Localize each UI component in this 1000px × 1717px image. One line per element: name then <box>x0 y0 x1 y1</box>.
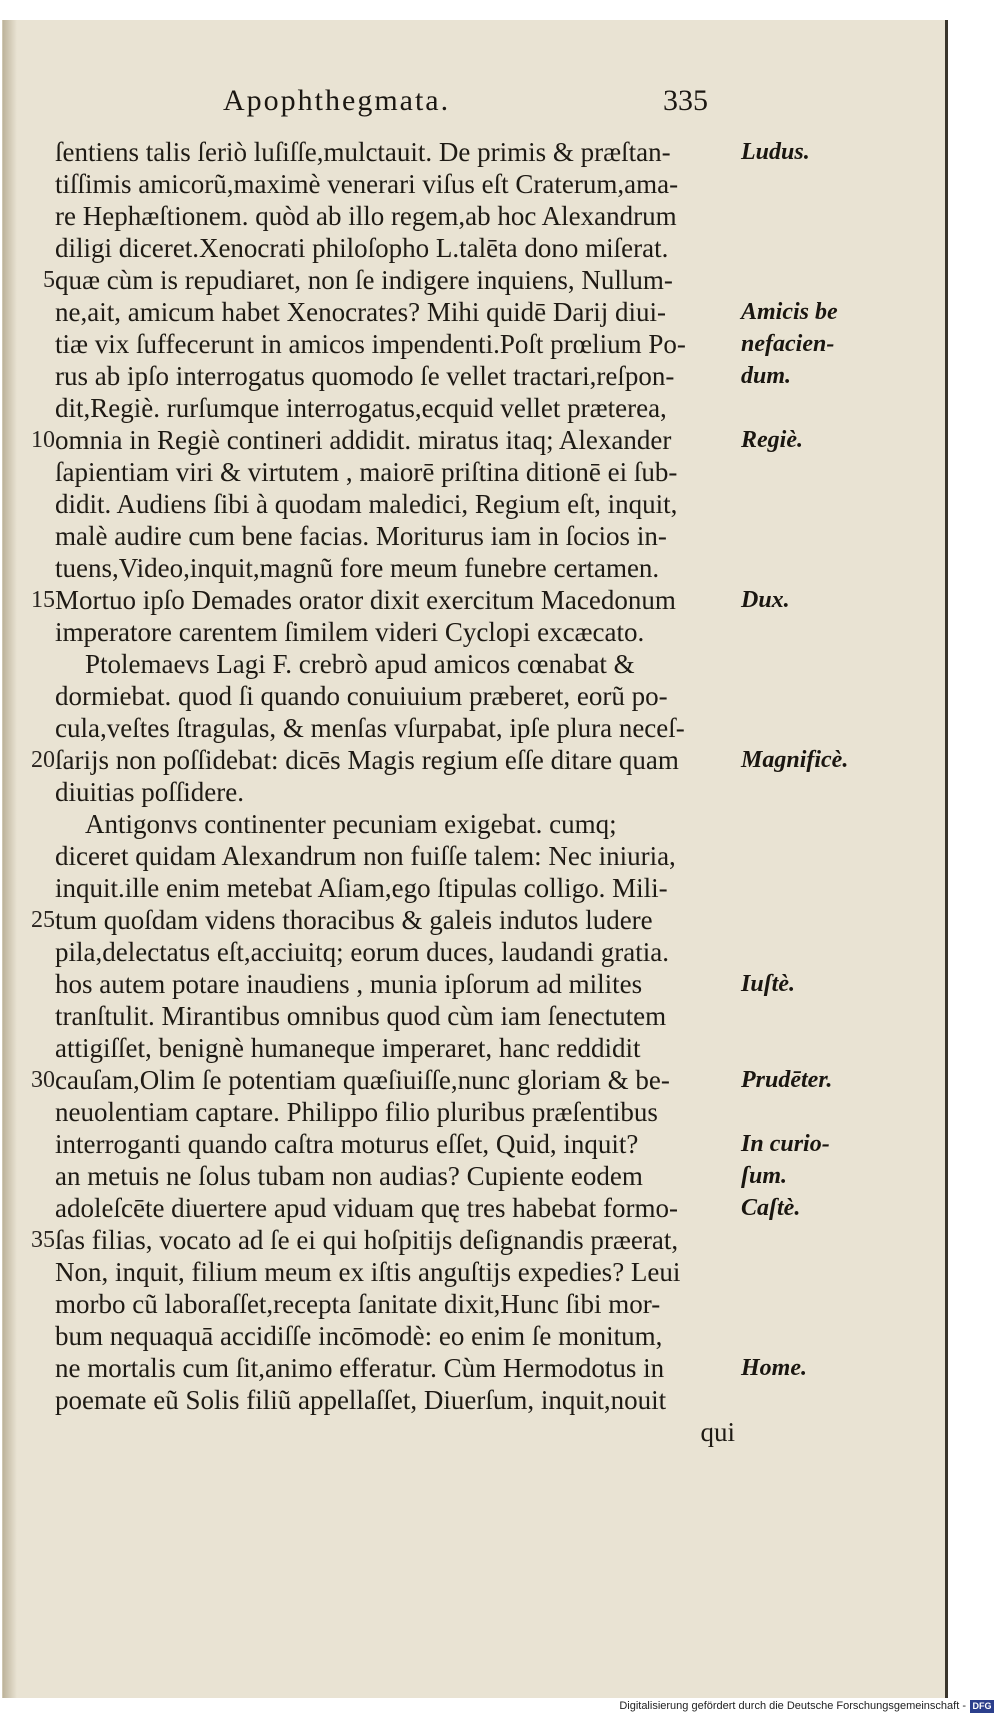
line-number: 20 <box>31 747 55 773</box>
marginal-note: Caſtè. <box>741 1195 801 1221</box>
line-text: omnia in Regiè contineri addidit. miratus itaq; Alexander <box>55 425 672 455</box>
catchword: qui <box>700 1417 735 1447</box>
dfg-credit-text: Digitalisierung gefördert durch die Deutsche Forschungsgemeinschaft - <box>619 1700 966 1712</box>
line-number: 10 <box>31 427 55 453</box>
line-text: cauſam,Olim ſe potentiam quæſiuiſſe,nunc gloriam & be- <box>55 1065 670 1095</box>
line-text: interroganti quando caſtra moturus eſſet, Quid, inquit? <box>55 1129 639 1159</box>
line-text: tum quoſdam videns thoracibus & galeis indutos ludere <box>55 905 653 935</box>
line-text: quæ cùm is repudiaret, non ſe indigere inquiens, Nullum- <box>55 265 673 295</box>
text-line <box>3 1192 945 1224</box>
marginal-note: Ludus. <box>741 139 810 165</box>
line-text: tiæ vix ſuffecerunt in amicos impendenti.Poſt prœlium Po- <box>55 329 686 359</box>
marginal-note: Prudēter. <box>741 1067 833 1093</box>
text-line <box>3 1096 945 1128</box>
line-number: 5 <box>43 267 55 293</box>
marginal-note: Iuſtè. <box>741 971 795 997</box>
book-page <box>2 20 948 1698</box>
text-line <box>3 584 945 616</box>
text-line <box>3 744 945 776</box>
line-text: pila,delectatus eſt,acciuitq; eorum duces, laudandi gratia. <box>55 937 670 967</box>
line-number: 25 <box>31 907 55 933</box>
text-line <box>3 1064 945 1096</box>
line-text: Ptolemaevs Lagi F. crebrò apud amicos cœnabat & <box>85 649 635 679</box>
line-text: adoleſcēte diuertere apud viduam quę tres habebat formo- <box>55 1193 678 1223</box>
line-text: tiſſimis amicorũ,maximè venerari viſus eſt Craterum,ama- <box>55 169 679 199</box>
line-text: diceret quidam Alexandrum non fuiſſe talem: Nec iniuria, <box>55 841 676 871</box>
text-line <box>3 1000 945 1032</box>
line-text: hos autem potare inaudiens , munia ipſorum ad milites <box>55 969 643 999</box>
marginal-note: Regiè. <box>741 427 803 453</box>
line-number: 30 <box>31 1067 55 1093</box>
text-line <box>3 1224 945 1256</box>
text-line <box>3 232 945 264</box>
text-line <box>3 168 945 200</box>
text-line <box>3 1384 945 1416</box>
catchword-line <box>3 1416 945 1448</box>
text-line <box>3 360 945 392</box>
line-text: Mortuo ipſo Demades orator dixit exercitum Macedonum <box>55 585 676 615</box>
line-text: ſapientiam viri & virtutem , maiorē priſtina ditionē ei ſub- <box>55 457 678 487</box>
line-text: didit. Audiens ſibi à quodam maledici, Regium eſt, inquit, <box>55 489 678 519</box>
marginal-note: nefacien- <box>741 331 835 357</box>
text-line <box>3 776 945 808</box>
line-text: ſas filias, vocato ad ſe ei qui hoſpitijs deſignandis præerat, <box>55 1225 679 1255</box>
marginal-note: Home. <box>741 1355 807 1381</box>
line-text: ſentiens talis ſeriò luſiſſe,mulctauit. De primis & præſtan- <box>55 137 671 167</box>
text-line <box>3 520 945 552</box>
page-number: 335 <box>663 84 708 117</box>
marginal-note: dum. <box>741 363 792 389</box>
line-text: malè audire cum bene facias. Moriturus iam in ſocios in- <box>55 521 667 551</box>
line-text: tranſtulit. Mirantibus omnibus quod cùm iam ſenectutem <box>55 1001 667 1031</box>
text-line <box>3 968 945 1000</box>
line-text: tuens,Video,inquit,magnũ fore meum funebre certamen. <box>55 553 660 583</box>
text-line <box>3 552 945 584</box>
text-line <box>3 872 945 904</box>
text-line <box>3 488 945 520</box>
text-line <box>3 808 945 840</box>
text-line <box>3 328 945 360</box>
text-line <box>3 392 945 424</box>
text-line <box>3 904 945 936</box>
text-line <box>3 296 945 328</box>
line-text: ſarijs non poſſidebat: dicēs Magis regium eſſe ditare quam <box>55 745 679 775</box>
line-text: bum nequaquā accidiſſe incōmodè: eo enim ſe monitum, <box>55 1321 663 1351</box>
dfg-logo-icon: DFG <box>970 1700 994 1713</box>
marginal-note: Dux. <box>741 587 790 613</box>
text-line <box>3 200 945 232</box>
text-line <box>3 424 945 456</box>
text-line <box>3 136 945 168</box>
line-text: morbo cũ laboraſſet,recepta ſanitate dixit,Hunc ſibi mor- <box>55 1289 661 1319</box>
line-text: rus ab ipſo interrogatus quomodo ſe vellet tractari,reſpon- <box>55 361 675 391</box>
line-text: poemate eũ Solis filiũ appellaſſet, Diuerſum, inquit,nouit <box>55 1385 667 1415</box>
line-text: dit,Regiè. rurſumque interrogatus,ecquid vellet præterea, <box>55 393 667 423</box>
line-text: inquit.ille enim metebat Aſiam,ego ſtipulas colligo. Mili- <box>55 873 668 903</box>
text-line <box>3 840 945 872</box>
text-line <box>3 1320 945 1352</box>
page-header <box>3 84 945 124</box>
text-line <box>3 936 945 968</box>
text-line <box>3 1128 945 1160</box>
text-line <box>3 1256 945 1288</box>
marginal-note: In curio- <box>741 1131 830 1157</box>
text-line <box>3 680 945 712</box>
line-number: 35 <box>31 1227 55 1253</box>
line-number: 15 <box>31 587 55 613</box>
line-text: an metuis ne ſolus tubam non audias? Cupiente eodem <box>55 1161 643 1191</box>
text-line <box>3 616 945 648</box>
line-text: neuolentiam captare. Philippo filio pluribus præſentibus <box>55 1097 658 1127</box>
line-text: dormiebat. quod ſi quando conuiuium præberet, eorũ po- <box>55 681 668 711</box>
line-text: Antigonvs continenter pecuniam exigebat. cumq; <box>85 809 617 839</box>
text-line <box>3 264 945 296</box>
running-head: Apophthegmata. <box>223 84 451 117</box>
text-line <box>3 1352 945 1384</box>
marginal-note: Magnificè. <box>741 747 849 773</box>
text-line <box>3 648 945 680</box>
line-text: ne,ait, amicum habet Xenocrates? Mihi quidē Darij diui- <box>55 297 667 327</box>
line-text: attigiſſet, benignè humaneque imperaret, hanc reddidit <box>55 1033 641 1063</box>
text-line <box>3 1032 945 1064</box>
digitization-footer <box>0 1698 1000 1717</box>
marginal-note: Amicis be <box>741 299 838 325</box>
text-line <box>3 456 945 488</box>
line-text: re Hephæſtionem. quòd ab illo regem,ab hoc Alexandrum <box>55 201 677 231</box>
line-text: cula,veſtes ſtragulas, & menſas vſurpabat, ipſe plura neceſ- <box>55 713 685 743</box>
text-line <box>3 1160 945 1192</box>
line-text: ne mortalis cum ſit,animo efferatur. Cùm Hermodotus in <box>55 1353 665 1383</box>
text-line <box>3 1288 945 1320</box>
line-text: diligi diceret.Xenocrati philoſopho L.talēta dono miſerat. <box>55 233 669 263</box>
marginal-note: ſum. <box>741 1163 788 1189</box>
text-line <box>3 712 945 744</box>
line-text: imperatore carentem ſimilem videri Cyclopi excæcato. <box>55 617 645 647</box>
line-text: Non, inquit, filium meum ex iſtis anguſtijs expedies? Leui <box>55 1257 681 1287</box>
line-text: diuitias poſſidere. <box>55 777 244 807</box>
